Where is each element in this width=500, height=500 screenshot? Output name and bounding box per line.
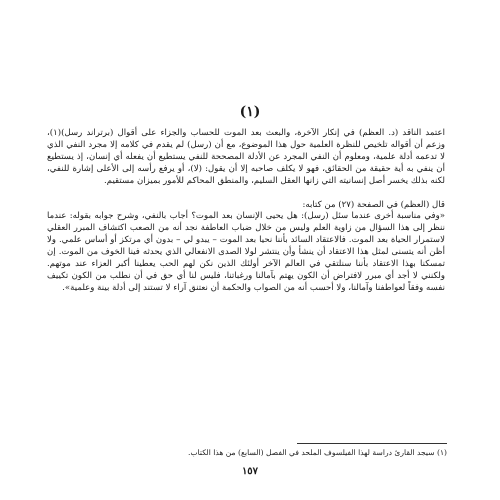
paragraph-intro: اعتمد الناقد (د. العظم) في إنكار الآخرة، والبعث بعد الموت للحساب والجزاء على أقوال (برتراند رسل)(١)، وزعم أن أقواله تلخيص للنظرة العلمية حول هذا الموضوع، مع أن (رسل) لم يقدم في كلامه إلا مجرد النفي الذي لا تدعمه أدلة علمية، ومعلوم أن النفي المجرد عن الأدلة المصححة للنفي يستطيع أن يفعله أي إنسان، إذ يستطيع أن ينفي به أية حقيقة من الحقائق، فهو لا يكلف صاحبه إلا أن يقول: (لا)، أو يرفع رأسه إلى الأعلى إشارة للنفي، لكنه بذلك يخسر أصل إنسانيته التي زانها العقل السليم، والمنطق المحاكم للأمور بميزان مستقيم. [47,128,445,186]
footnote: (١) سيجد القارئ دراسة لهذا الفيلسوف الملحد في الفصل (السابع) من هذا الكتاب. [188,448,447,457]
paragraph-quotation: «وفي مناسبة أخرى عندما سئل (رسل): هل يحيى الإنسان بعد الموت؟ أجاب بالنفي، وشرح جوابه بقوله: عندما ننظر إلى هذا السؤال من زاوية العلم وليس من خلال ضباب العاطفة نجد أنه من الصعب اكتشاف المبرر العقلي لاستمرار الحياة بعد الموت. فالاعتقاد السائد بأننا نحيا بعد الموت – يبدو لي – بدون أي مرتكز أو أساس علمي. ولا أظن أنه يتسنى لمثل هذا الاعتقاد أن ينشأ وأن ينتشر لولا الصدى الانفعالي الذي يحدثه فينا الخوف من الموت. إن تمسكنا بهذا الاعتقاد بأننا سنلتقي في العالم الآخر أولئك الذين نكن لهم الحب يعطينا أكبر العزاء عند موتهم. ولكنني لا أجد أي مبرر لافتراض أن الكون يهتم بآمالنا ورغباتنا، فليس لنا أي حق في أن نطلب من الكون تكييف نفسه وفقاً لعواطفنا وآمالنا، ولا أحسب أنه من الصواب والحكمة أن نعتنق آراء لا تستند إلى أدلة بينة وعلمية». [47,211,445,293]
body-text [47,128,445,295]
section-number: (١) [239,104,261,120]
paragraph-citation-intro: قال (العظم) في الصفحة (٢٧) من كتابه: [302,199,445,210]
page-number: ١٥٧ [241,466,259,477]
footnote-divider [297,443,447,444]
